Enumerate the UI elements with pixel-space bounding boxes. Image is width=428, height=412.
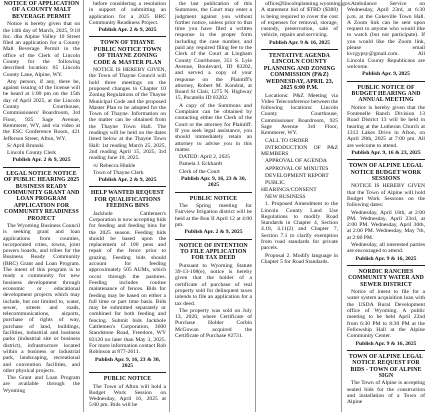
notice-paragraph: PUBLIC HEARINGS/CONSENT xyxy=(261,180,317,193)
divider xyxy=(347,81,425,82)
divider xyxy=(347,265,425,266)
notice-paragraph: before considering a resolution in support of submitting an application for a 2025 BRC Community Readiness Project. xyxy=(89,1,166,26)
notice-heading: TOWN OF ALPINE LEGAL NOTICE BUDGET WORK SESSIONS xyxy=(348,163,424,182)
publish-dates: Publish Apr. 9, 16, 23 & 30, 2025 xyxy=(180,176,247,189)
legal-notice xyxy=(347,354,425,406)
legal-notice xyxy=(175,1,252,193)
publish-dates: Publish Apr. 9, 16 & 23, 2025 xyxy=(351,149,421,156)
notice-paragraph: A copy of the Summons and Complaint can be obtained by contacting either the Clerk of the Court or the attorney for Plaintiff. If you seek legal assistance, you should immediately retain an attorney to advise you in this matter. xyxy=(175,102,252,153)
notice-paragraph: Any person, if any, there be, against issuing of the license will be heard at 1:00 pm on the 15th day of April 2025, at the Lincoln County Courthouse, Commissioners' Boardroom, 3rd Floor, 925 Sage Avenue, Kemmerer, WY, and via video at the ESC Conference Room, 421 Jefferson Street, Afton, WY. xyxy=(3,78,80,142)
publish-dates: Publish Apr. 9 & 16, 2025 xyxy=(355,340,417,347)
publish-dates: Publish Apr. 9 & 16, 2025 xyxy=(355,255,417,262)
newspaper-column xyxy=(172,0,256,412)
legal-notice xyxy=(347,269,425,351)
notice-paragraph: Locations: P&Z Meeting via Video Teleconference between the following locations: Lincoln County Courthouse, Commissioner Boardroom, 925 Sage Avenue 3rd Floor, Kemmerer, WY. xyxy=(261,92,338,137)
notice-paragraph: Notice is hereby given that the Fontenelle Ranch Division 13 Road District 13 will be held in hearing at the Lutheran Church at 1313 Lakes Drive in Afton, on April 28th, 2025 at 7:00 pm. All are welcome to attend. xyxy=(347,104,425,149)
notice-paragraph: Ambulance Service on Wednesday, April 23rd, at 6:30 p.m. at the Cokeville Town Hall. A Zoom link can be sent upon request to anyone who would like to watch (but not participate). If you would like the Zoom link, please email kvcgypsy@gmail.com. All Lincoln County Republicans are welcome. xyxy=(347,1,425,70)
notice-paragraph: CALL TO ORDER xyxy=(265,137,309,144)
newspaper-column xyxy=(0,0,84,412)
publish-dates: Publish Apr. 2 & 9, 2025 xyxy=(98,27,157,34)
notice-paragraph: APPROVAL OF AGENDA xyxy=(265,158,327,165)
notice-paragraph: Proposal 2. Modify language in Chapter 5 for Road Standards. xyxy=(261,252,338,265)
notice-heading: NORDIC RANCHES COMMUNITY WATER AND SEWER DISTRICT xyxy=(348,268,424,288)
notice-heading: NOTICE OF INTENTION TO FILE APPLICATION FOR TAX DEED xyxy=(179,242,248,262)
notice-heading: TOWN OF ALPINE LEGAL NOTICE REQUEST FOR BIDS - TOWN OF ALPINE SIGN xyxy=(348,353,424,380)
notice-heading: TENTATIVE AGENDA LINCOLN COUNTY PLANNING AND ZONING COMMISSION (P&Z) WEDNESDAY, APRIL 23, 2025 6:00 P.M. xyxy=(263,53,336,92)
notice-paragraph: NOTICE IS HEREBY GIVEN, the Town of Thayne Council will hold three meetings on the proposed changes to Chapter 10 Zoning Regulations of the Thayne Municipal Code and the proposed Master Plan to be adopted for the Town of Thayne. Information on the matter can be obtained from the Thayne Town Hall. The readings will be held on the dates listed below at the Thayne Town Hall: 1st reading March 25, 2025, 2nd reading April 15, 2025, 3rd reading June 10, 2025. xyxy=(89,67,166,162)
divider xyxy=(89,372,166,373)
legal-notice xyxy=(261,1,352,50)
notice-paragraph: 1. Proposed Amendment to the Lincoln County Land Use Regulations to modify Road Standards in Chapter 4, Section 4.18, 4.11(2) and Chapter 7, Section 7.1 to clarify exemption from road standards for private parcels. xyxy=(261,201,338,252)
legal-notice xyxy=(261,53,338,265)
notice-paragraph: The Wyoming Business Council is seeking grant and loan applications from counties, incorporated cities, towns, joint powers boards, and tribes for the Business Ready Community (BRC) Grant and Loan Program. The intent of this program is to ready a community for new business development through economic or educational development projects which may include, but not limited to, water, sewer, streets and roads, telecommunications, airports, purchase of rights of way, purchase of land, buildings, facilities, industrial and business parks (industrial site or business district), infrastructure located within a business or industrial park, landscaping, recreational and convention facilities, and other physical projects. xyxy=(3,223,80,374)
notice-paragraph: NEW BUSINESS xyxy=(265,193,306,200)
notice-heading: PUBLIC NOTICE xyxy=(189,195,238,202)
divider xyxy=(347,159,425,160)
publish-dates: Publish Apr. 9, 16, 23 & 30, 2025 xyxy=(94,356,161,369)
publish-dates: Publish Apr. 9, 2025 xyxy=(362,71,410,78)
divider xyxy=(175,239,252,240)
notice-heading: PUBLIC NOTICE OF BUDGET HEARING AND ANNUAL MEETING xyxy=(351,84,421,104)
notice-paragraph: the last publication of this Summons, the Court may enter a judgment against you without further notice, unless prior to that time you have filed a written response in the proper form including the case number, and paid any required filing fee to the Clerk of the Court at Lingham County Courthouse, 351 S. Lyle Avenue, Boulevard, ID 83202, and served a copy of your response on the Plaintiff's attorney, Robert M. Kondrat, at Board St Clair, 1275 N. Highway 15, Pocatello ID 83202. xyxy=(175,1,252,102)
notice-heading: LEGAL NOTICE NOTICE OF PUBLIC HEARING 2025 BUSINESS READY COMMUNITY GRANT AND LOAN PROGRAM APPLICATION FOR COMMUNITY READINESS PROJECT xyxy=(3,170,80,222)
divider xyxy=(347,350,425,351)
notice-paragraph: Town of Thayne Clerk xyxy=(93,169,144,176)
notice-paragraph: Notice is hereby given that on the 14th day of March, 2025, 9:18 Inc. dba Alpine Valley 10 Street filed an application for a County Malt Beverage Permit in the office of the Clerk of Lincoln County for the following described location: 65 Lincoln County Lane, Alpine, WY. xyxy=(3,21,80,78)
newspaper-column xyxy=(344,0,428,412)
notice-paragraph: Clerk of the Court xyxy=(179,168,220,175)
legal-notice xyxy=(347,85,425,161)
notice-paragraph: DEVELOPMENT REPORT xyxy=(265,173,329,180)
notice-heading: NOTICE OF APPLICATION OF A COUNTY MALT BEVERAGE PERMIT xyxy=(3,1,80,20)
newspaper-column xyxy=(86,0,170,412)
notice-paragraph: Wednesday, all interested parties are encouraged to attend. xyxy=(347,242,425,255)
notice-paragraph: Wednesday, April 16th, at 2:00 PM. Wednesday, April 23rd, at 2:00 PM. Wednesday, April 30th, at 2:00 PM. Wednesday, May 7th, at 2:00 PM. xyxy=(347,209,425,241)
publish-dates: Publish Apr. 2 & 9, 2025 xyxy=(12,157,71,164)
divider xyxy=(89,186,166,187)
divider xyxy=(89,36,166,37)
notice-paragraph: DATED: April 2, 2025 xyxy=(179,154,230,161)
notice-paragraph: INTRODUCTION OF P&Z MEMBERS xyxy=(261,144,338,158)
legal-notice xyxy=(175,196,252,240)
notice-paragraph: The Town of Afton will hold a Budget Work Session on Wednesday, April 16, 2025 at 5:00 pm. Bids will be xyxy=(89,383,166,409)
publish-dates: Publish Apr. 9 & 16, 2025 xyxy=(269,39,330,46)
notice-paragraph: The Grant and Loan Program are available through the Wyoming xyxy=(3,375,80,394)
legal-notice xyxy=(175,243,252,340)
notice-paragraph: The Spring meeting for Fairview Irrigation district will be held at the Bon II April 12 at 4:00 pm. xyxy=(175,203,252,228)
publish-dates: Publish Apr. 2 & 9, 2025 xyxy=(98,177,157,184)
notice-heading: HELP WANTED REQUEST FOR QUALIFICATIONS FEEDING BINS xyxy=(90,190,165,210)
legal-notice xyxy=(89,376,166,409)
notice-heading: TOWN OF THAYNE PUBLIC NOTICE TOWN OF THAYNE ZONING CODE & MASTER PLAN xyxy=(93,40,162,66)
legal-notice xyxy=(3,1,80,168)
divider xyxy=(3,167,80,168)
legal-notice xyxy=(89,40,166,187)
notice-paragraph: Notice of intent to file for a water system acquisition loan with the USDA Rural Development office of Wyoming. A public meeting to be held April 22nd from 6:30 PM to 8:30 PM at the Fellowship Hall at the Alpine Community Center. xyxy=(347,289,425,340)
notice-paragraph: /s/ Rebecca Hinkle xyxy=(93,162,136,169)
legal-notice xyxy=(89,190,166,373)
notice-heading: PUBLIC NOTICE xyxy=(103,376,152,383)
divider xyxy=(175,192,252,193)
notice-paragraph: Jackhole Cattlemen's Corporation is now accepting bids for feeding and feeding bins for the 2025 season. Feeding bids should be based upon the replacement of 100 pens and repair of the fence prior to grazing. Feeding bids should account for feeding approximately 505 AUMs, which occur through the pastures. Feeding includes routine maintenance of fences. Bids for feeding may be based on either a full time or part time basis. Bids may be submitted separately or combined for both feeding and fencing. Submit bids Jackhole Cattlemen's Corporation, 3600 Standstone Road, Freedom, WY 83120 no later than May 3, 2025. For more information contact Rob Robinson at 877-2611. xyxy=(89,210,166,356)
notice-paragraph: Pamela J. Eckhardt xyxy=(179,161,223,168)
notice-paragraph: Pursuant to Wyoming Statute 39-13-108(e), notice is hereby given that the holder of a certificate of purchase of real property sold for delinquent taxes intends to file an application for a tax deed. xyxy=(175,262,252,307)
notice-paragraph: The property was sold on July 13, 2020, where Certificate of Purchase Holder Corbin McGowan acquired the Certificate of Purchase #2731. xyxy=(175,307,252,339)
notice-paragraph: Lincoln County Clerk xyxy=(7,150,57,157)
publish-dates: Publish Apr. 2 & 9, 2025 xyxy=(184,229,243,236)
legal-notice xyxy=(89,1,166,37)
notice-paragraph: S/ April Brunski xyxy=(7,142,44,149)
legal-notice xyxy=(347,1,425,82)
legal-notice xyxy=(347,163,425,266)
notice-paragraph: The Town of Alpine is accepting sealed bids for the construction and installation of a Town of Alpine xyxy=(347,380,425,406)
notice-paragraph: APPROVAL OF MINUTES xyxy=(265,165,329,172)
notice-paragraph: NOTICE IS HEREBY GIVEN that the Town of Alpine will hold Budget Work Sessions on the following dates: xyxy=(347,183,425,209)
divider xyxy=(261,49,338,50)
newspaper-column xyxy=(258,0,352,412)
notice-paragraph: office@lincolnplanning.wyoming.gov. A statement bid of $TBD ($380) is being required to cover the cost of expenses for removal, storage, custody, preservation, sale of vehicle, repairs and servicing. xyxy=(261,1,352,39)
legal-notice xyxy=(3,171,80,394)
